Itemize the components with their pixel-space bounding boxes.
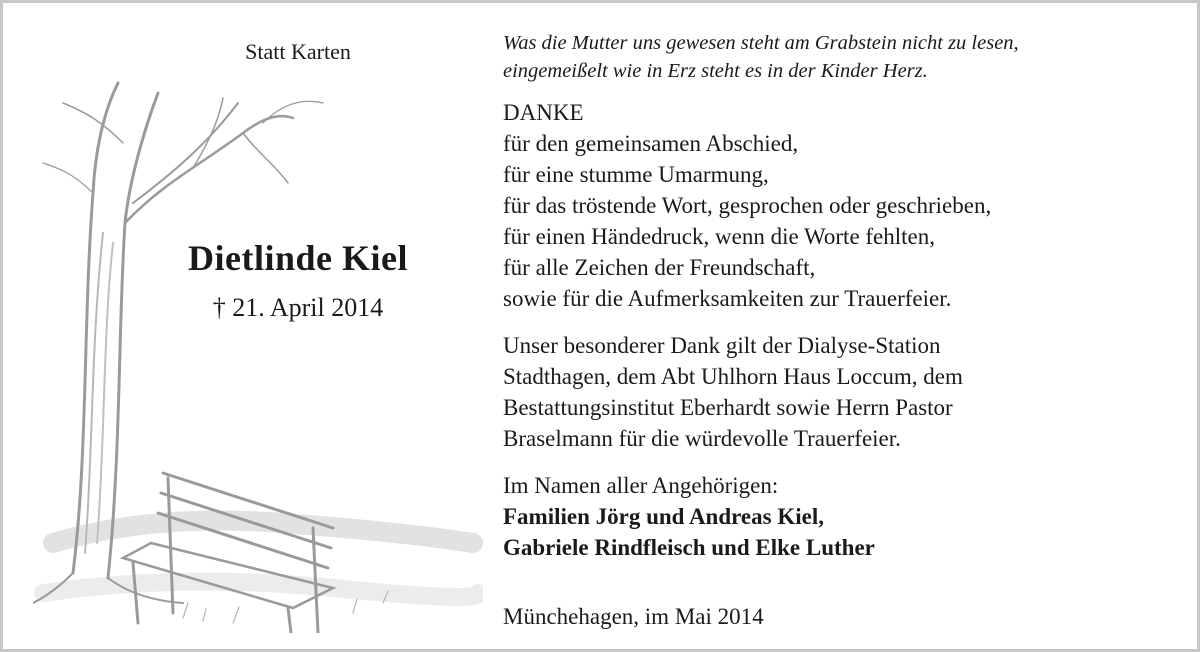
statt-karten-label: Statt Karten [245,39,351,64]
signature-intro: Im Namen aller Angehörigen: [503,473,779,498]
text-column [503,29,1183,632]
special-thanks-block [503,330,1183,454]
tree-and-bench-sketch-icon [33,73,483,633]
thanks-line: für einen Händedruck, wenn die Worte fehlten, [503,224,936,249]
thanks-heading: DANKE [503,100,584,125]
special-thanks-line: Unser besonderer Dank gilt der Dialyse-Station [503,333,941,358]
place-date: Münchehagen, im Mai 2014 [503,604,764,629]
special-thanks-line: Stadthagen, dem Abt Uhlhorn Haus Loccum, dem [503,364,963,389]
thanks-line: für das tröstende Wort, gesprochen oder geschrieben, [503,193,992,218]
deceased-name: Dietlinde Kiel [188,238,408,278]
signature-block [503,470,1183,563]
thanks-block [503,97,1183,314]
motto-line: eingemeißelt wie in Erz steht es in der Kinder Herz. [503,60,928,82]
thanks-line: für alle Zeichen der Freundschaft, [503,255,816,280]
motto [503,29,1183,85]
thanks-line: für eine stumme Umarmung, [503,162,769,187]
thanks-line: sowie für die Aufmerksamkeiten zur Trauerfeier. [503,286,952,311]
motto-line: Was die Mutter uns gewesen steht am Grabstein nicht zu lesen, [503,32,1019,54]
death-date: † 21. April 2014 [212,293,384,322]
special-thanks-line: Braselmann für die würdevolle Trauerfeier. [503,426,901,451]
thanks-line: für den gemeinsamen Abschied, [503,131,799,156]
family-names-line: Familien Jörg und Andreas Kiel, [503,504,824,529]
special-thanks-line: Bestattungsinstitut Eberhardt sowie Herrn Pastor [503,395,953,420]
family-names-line: Gabriele Rindfleisch und Elke Luther [503,535,875,560]
